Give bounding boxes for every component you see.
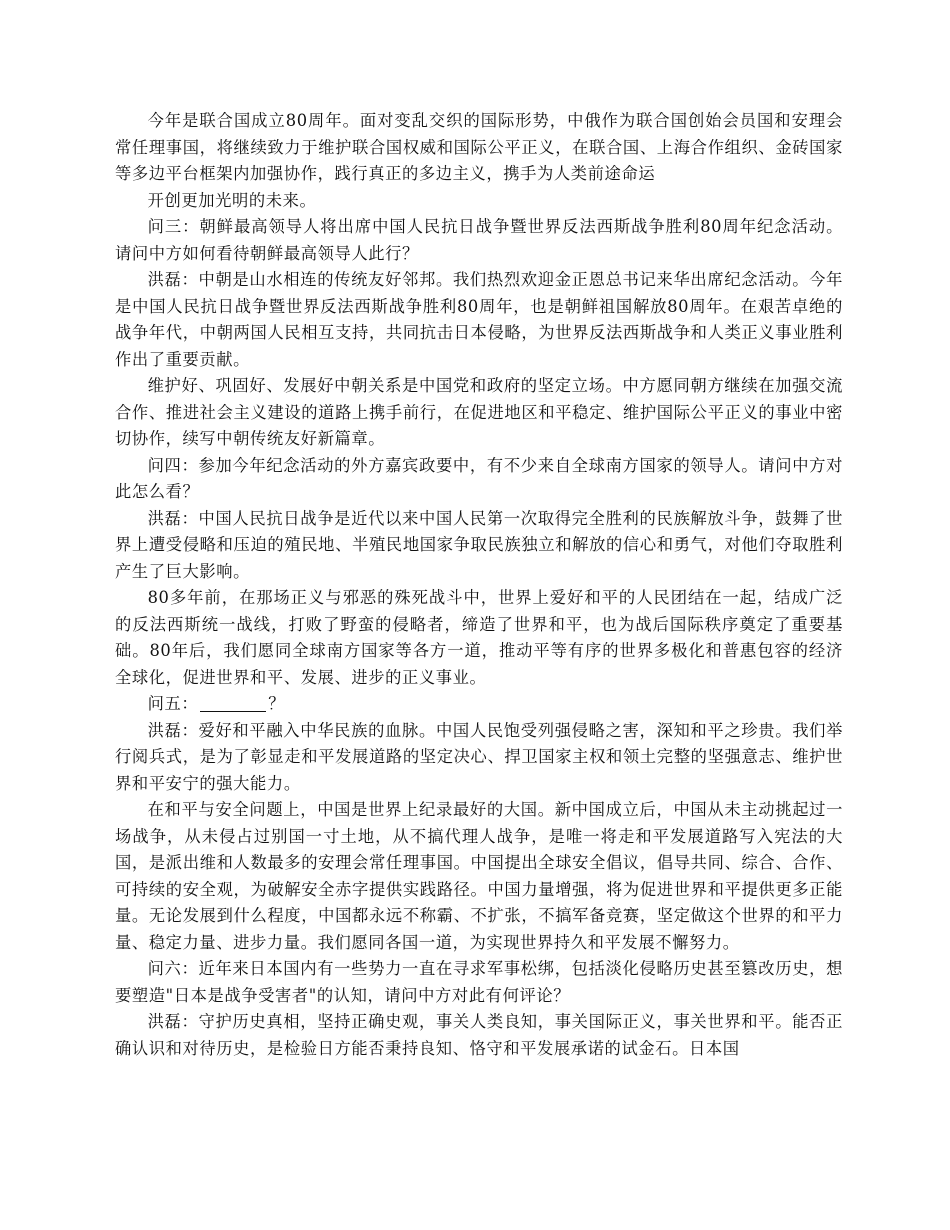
paragraph: 维护好、巩固好、发展好中朝关系是中国党和政府的坚定立场。中方愿同朝方继续在加强交流合作、推进社会主义建设的道路上携手前行，在促进地区和平稳定、维护国际公平正义的事业中密切协作，续写中朝传统友好新篇章。 (115, 376, 843, 448)
question-3: 问三：朝鲜最高领导人将出席中国人民抗日战争暨世界反法西斯战争胜利80周年纪念活动。请问中方如何看待朝鲜最高领导人此行？ (115, 217, 843, 263)
paragraph: 在和平与安全问题上，中国是世界上纪录最好的大国。新中国成立后，中国从未主动挑起过一场战争，从未侵占过别国一寸土地，从不搞代理人战争，是唯一将走和平发展道路写入宪法的大国，是派出维和人数最多的安理会常任理事国。中国提出全球安全倡议，倡导共同、综合、合作、可持续的安全观，为破解安全赤字提供实践路径。中国力量增强，将为促进世界和平提供更多正能量。无论发展到什么程度，中国都永远不称霸、不扩张，不搞军备竞赛，坚定做这个世界的和平力量、稳定力量、进步力量。我们愿同各国一道，为实现世界持久和平发展不懈努力。 (115, 800, 843, 952)
question-5 (115, 691, 843, 718)
paragraph: 开创更加光明的未来。 (147, 190, 317, 210)
fill-in-blank (200, 695, 266, 712)
document-body (115, 108, 843, 1062)
answer-paragraph: 洪磊：中朝是山水相连的传统友好邻邦。我们热烈欢迎金正恩总书记来华出席纪念活动。今年是中国人民抗日战争暨世界反法西斯战争胜利80周年，也是朝鲜祖国解放80周年。在艰苦卓绝的战争年代，中朝两国人民相互支持，共同抗击日本侵略，为世界反法西斯战争和人类正义事业胜利作出了重要贡献。 (115, 270, 843, 369)
answer-paragraph: 洪磊：中国人民抗日战争是近代以来中国人民第一次取得完全胜利的民族解放斗争，鼓舞了世界上遭受侵略和压迫的殖民地、半殖民地国家争取民族独立和解放的信心和勇气，对他们夺取胜利产生了巨大影响。 (115, 508, 843, 581)
question-4: 问四：参加今年纪念活动的外方嘉宾政要中，有不少来自全球南方国家的领导人。请问中方对此怎么看？ (115, 455, 843, 501)
question-5-label: 问五： (147, 694, 199, 713)
question-6: 问六：近年来日本国内有一些势力一直在寻求军事松绑，包括淡化侵略历史甚至篡改历史，想要塑造"日本是战争受害者"的认知，请问中方对此有何评论？ (115, 959, 843, 1005)
answer-paragraph: 洪磊：守护历史真相，坚持正确史观，事关人类良知，事关国际正义，事关世界和平。能否正确认识和对待历史，是检验日方能否秉持良知、恪守和平发展承诺的试金石。日本国 (115, 1012, 843, 1058)
paragraph: 今年是联合国成立80周年。面对变乱交织的国际形势，中俄作为联合国创始会员国和安理会常任理事国，将继续致力于维护联合国权威和国际公平正义，在联合国、上海合作组织、金砖国家等多边平台框架内加强协作，践行真正的多边主义，携手为人类前途命运 (115, 111, 843, 183)
answer-paragraph: 洪磊：爱好和平融入中华民族的血脉。中国人民饱受列强侵略之害，深知和平之珍贵。我们举行阅兵式，是为了彰显走和平发展道路的坚定决心、捍卫国家主权和领土完整的坚强意志、维护世界和平安宁的强大能力。 (115, 720, 843, 793)
paragraph: 80多年前，在那场正义与邪恶的殊死战斗中，世界上爱好和平的人民团结在一起，结成广泛的反法西斯统一战线，打败了野蛮的侵略者，缔造了世界和平，也为战后国际秩序奠定了重要基础。80年后，我们愿同全球南方国家等各方一道，推动平等有序的世界多极化和普惠包容的经济全球化，促进世界和平、发展、进步的正义事业。 (115, 588, 843, 687)
question-mark: ？ (268, 694, 286, 713)
